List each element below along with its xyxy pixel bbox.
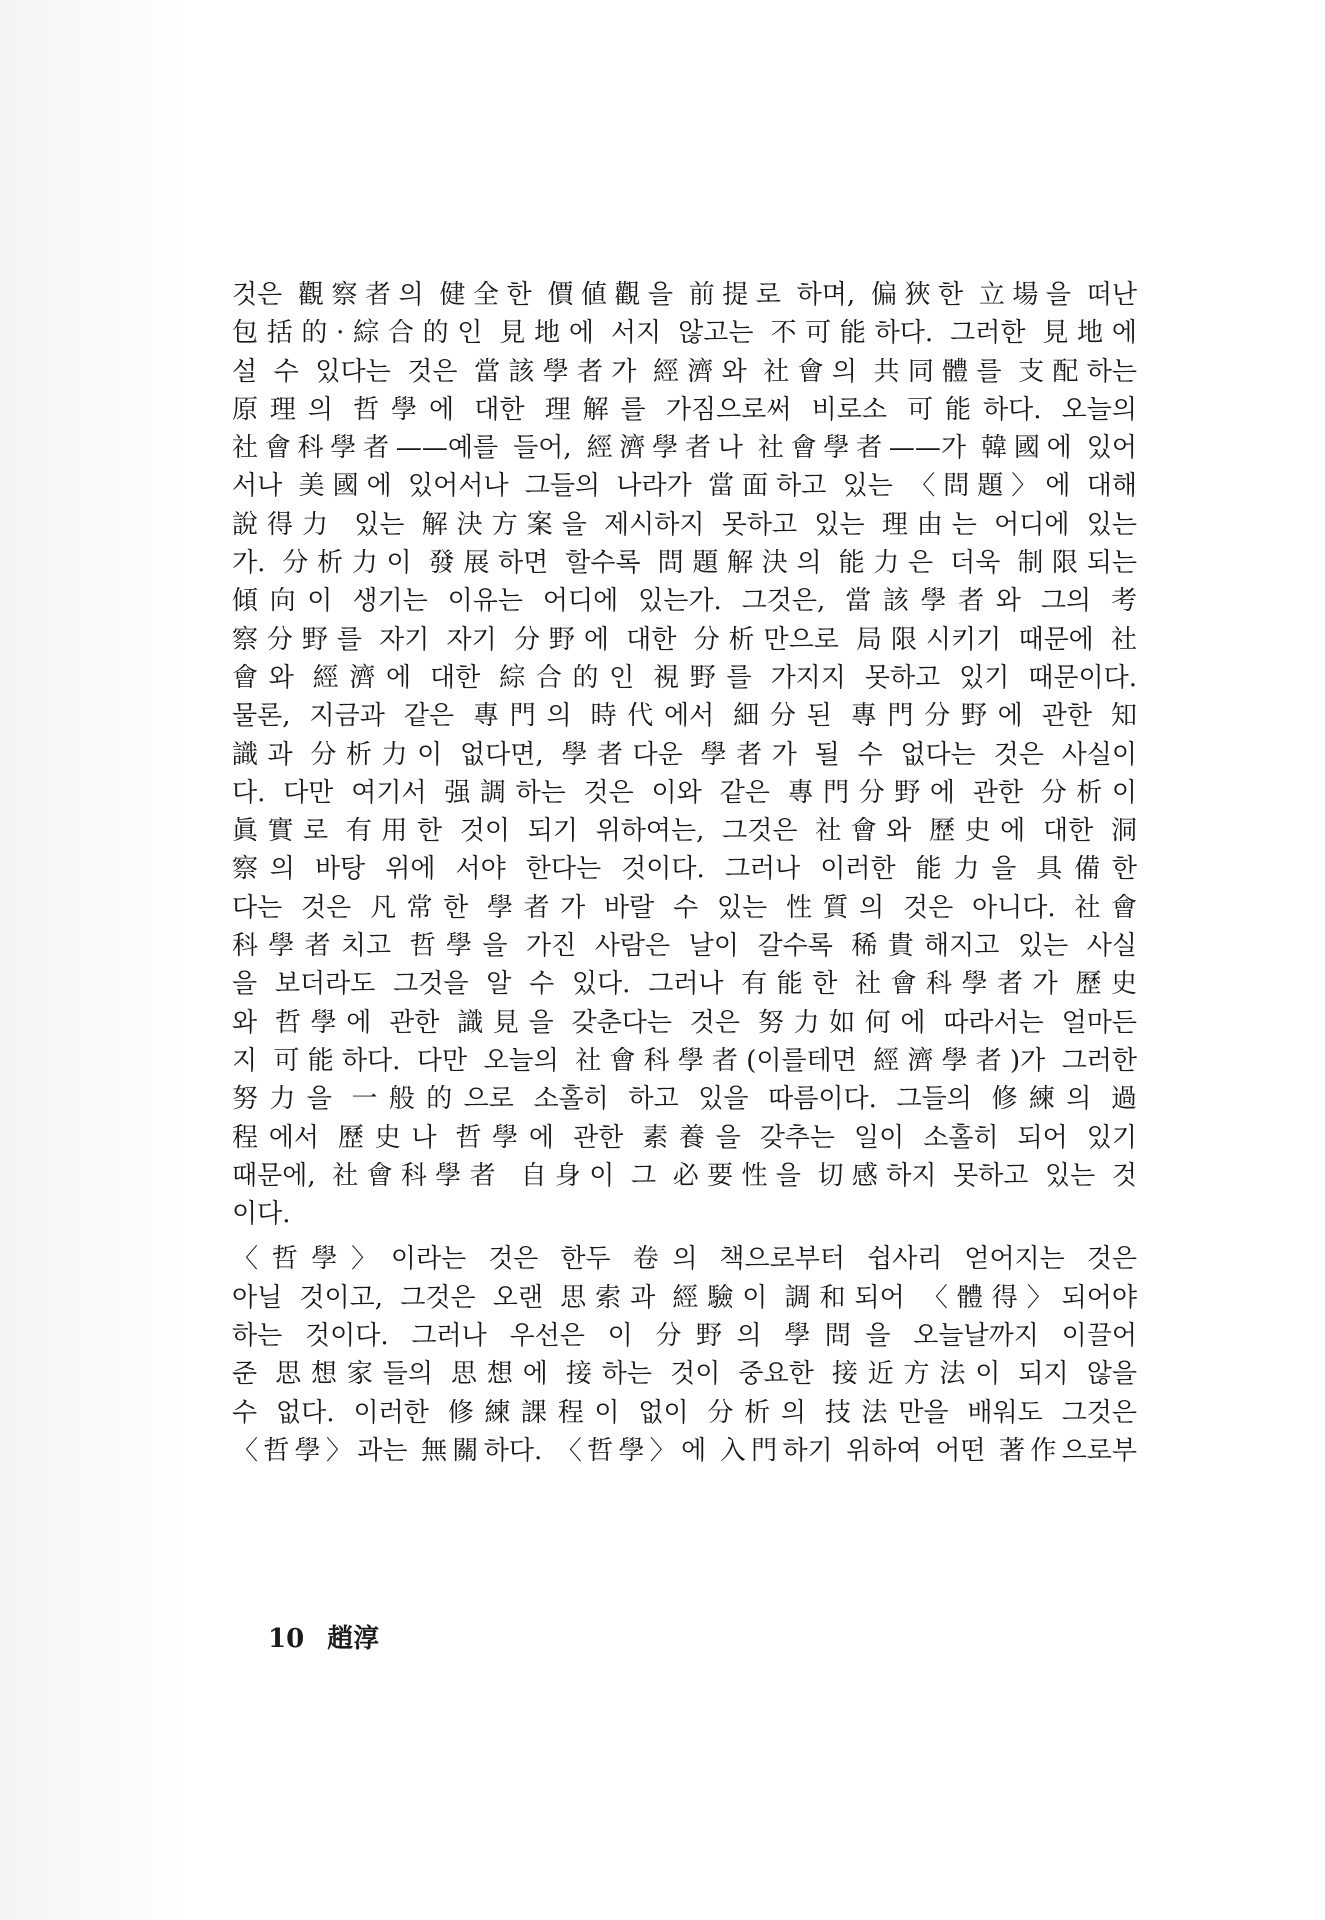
body-text	[232, 276, 1137, 1470]
text-line: 原理의 哲學에 대한 理解를 가짐으로써 비로소 可能하다. 오늘의	[232, 394, 1137, 425]
text-line: 하는 것이다. 그러나 우선은 이 分野의 學問을 오늘날까지 이끌어	[232, 1321, 1137, 1352]
text-line: 傾向이 생기는 이유는 어디에 있는가. 그것은, 當該學者와 그의 考	[232, 586, 1137, 617]
text-line: 識과 分析力이 없다면, 學者다운 學者가 될 수 없다는 것은 사실이	[232, 739, 1137, 770]
text-line: 이다.	[232, 1199, 291, 1230]
text-line: 程에서 歷史나 哲學에 관한 素養을 갖추는 일이 소홀히 되어 있기	[232, 1122, 1137, 1153]
text-line: 물론, 지금과 같은 專門의 時代에서 細分된 專門分野에 관한 知	[232, 701, 1137, 732]
text-line: 수 없다. 이러한 修練課程이 없이 分析의 技法만을 배워도 그것은	[232, 1397, 1137, 1428]
text-line: 때문에, 社會科學者 自身이 그 必要性을 切感하지 못하고 있는 것	[232, 1160, 1137, 1191]
text-line: 서나 美國에 있어서나 그들의 나라가 當面하고 있는 〈問題〉에 대해	[232, 471, 1137, 502]
paragraph	[232, 276, 1137, 697]
text-line: 包括的·綜合的인 見地에 서지 않고는 不可能하다. 그러한 見地에	[232, 318, 1137, 349]
text-line: 지 可能하다. 다만 오늘의 社會科學者(이를테면 經濟學者)가 그러한	[232, 1045, 1137, 1076]
text-line: 을 보더라도 그것을 알 수 있다. 그러나 有能한 社會科學者가 歷史	[232, 969, 1137, 1000]
text-line: 다. 다만 여기서 强調하는 것은 이와 같은 專門分野에 관한 分析이	[232, 777, 1137, 808]
text-line: 科學者치고 哲學을 가진 사람은 날이 갈수록 稀貴해지고 있는 사실	[232, 931, 1137, 962]
text-line: 것은 觀察者의 健全한 價値觀을 前提로 하며, 偏狹한 立場을 떠난	[232, 280, 1137, 310]
text-line: 다는 것은 凡常한 學者가 바랄 수 있는 性質의 것은 아니다. 社會	[232, 892, 1137, 923]
page-number: 10	[268, 1624, 305, 1654]
text-line: 會와 經濟에 대한 綜合的인 視野를 가지지 못하고 있기 때문이다.	[232, 662, 1137, 693]
text-line: 察分野를 자기 자기 分野에 대한 分析만으로 局限시키기 때문에 社	[232, 624, 1137, 655]
text-line: 〈哲學〉이라는 것은 한두 卷의 책으로부터 쉽사리 얻어지는 것은	[232, 1244, 1137, 1275]
text-line: 察의 바탕 위에 서야 한다는 것이다. 그러나 이러한 能力을 具備한	[232, 854, 1137, 885]
text-line: 준 思想家들의 思想에 接하는 것이 중요한 接近方法이 되지 않을	[232, 1359, 1137, 1390]
page-footer	[268, 1618, 379, 1655]
text-line: 아닐 것이고, 그것은 오랜 思索과 經驗이 調和되어 〈體得〉되어야	[232, 1282, 1137, 1313]
running-author: 趙淳	[327, 1624, 380, 1654]
text-line: 眞實로 有用한 것이 되기 위하여는, 그것은 社會와 歷史에 대한 洞	[232, 816, 1137, 847]
text-line: 說得力 있는 解決方案을 제시하지 못하고 있는 理由는 어디에 있는	[232, 509, 1137, 540]
paragraph	[232, 1240, 1137, 1470]
text-line: 社會科學者——예를 들어, 經濟學者나 社會學者——가 韓國에 있어	[232, 433, 1137, 464]
text-line: 와 哲學에 관한 識見을 갖춘다는 것은 努力如何에 따라서는 얼마든	[232, 1007, 1137, 1038]
text-line: 설 수 있다는 것은 當該學者가 經濟와 社會의 共同體를 支配하는	[232, 356, 1137, 387]
text-line: 努力을 一般的으로 소홀히 하고 있을 따름이다. 그들의 修練의 過	[232, 1084, 1137, 1115]
text-line: 가. 分析力이 發展하면 할수록 問題解決의 能力은 더욱 制限되는	[232, 548, 1137, 579]
text-line: 〈哲學〉과는 無關하다. 〈哲學〉에 入門하기 위하여 어떤 著作으로부	[232, 1435, 1137, 1466]
paragraph	[232, 697, 1137, 1233]
page-edge-shade	[0, 0, 190, 1920]
